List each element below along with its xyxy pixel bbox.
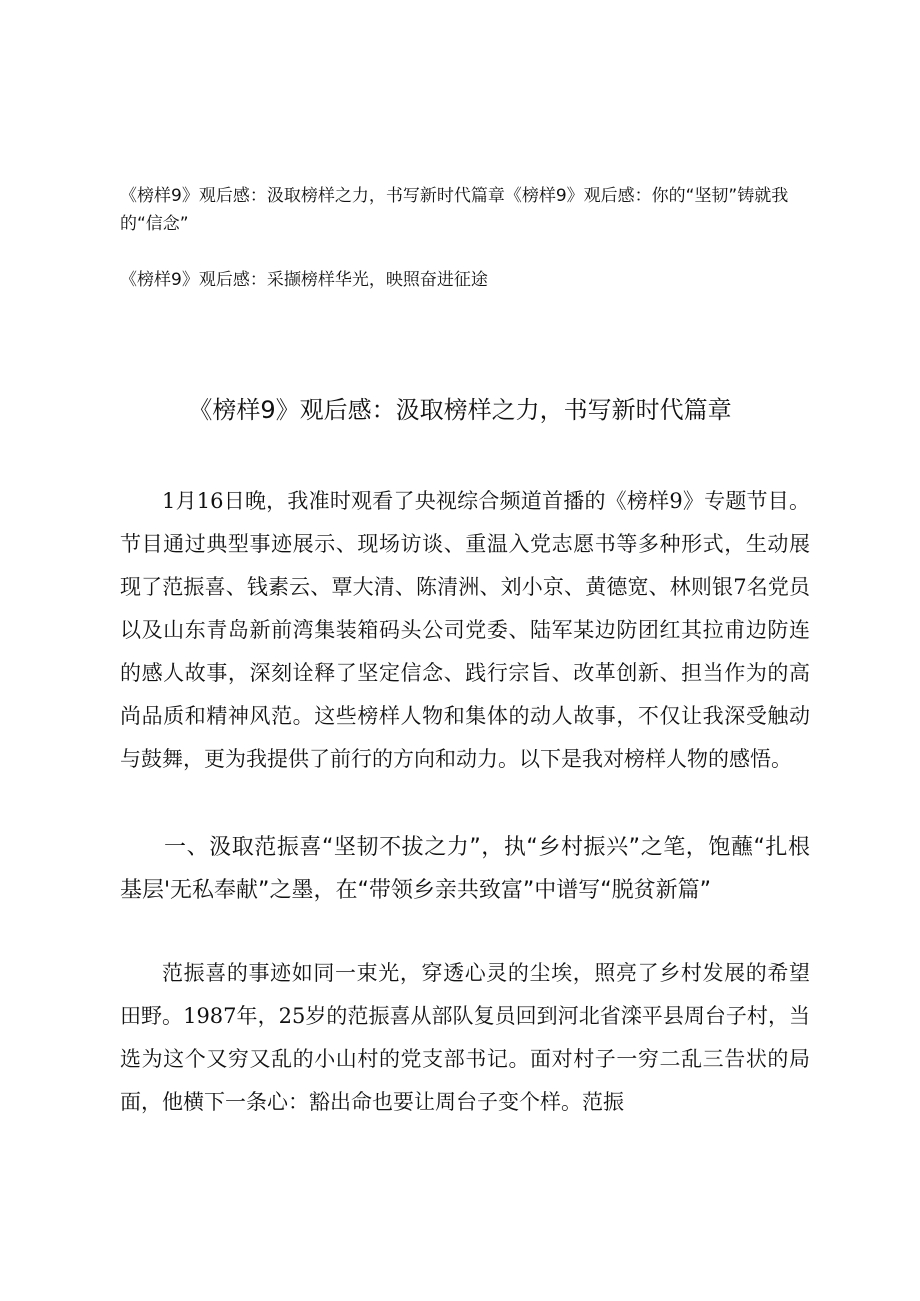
article-paragraph-2: 范振喜的事迹如同一束光，穿透心灵的尘埃，照亮了乡村发展的希望田野。1987年，25岁的范振喜从部队复员回到河北省滦平县周台子村，当选为这个又穷又乱的小山村的党支部书记。面对村子一穷二乱三告状的局面，他横下一条心：豁出命也要让周台子变个样。范振 (120, 961, 810, 1114)
toc-entry-2[interactable]: 《榜样9》观后感：采撷榜样华光，映照奋进征途 (120, 270, 488, 290)
article-title: 《榜样9》观后感：汲取榜样之力，书写新时代篇章 (188, 396, 732, 424)
article-paragraph-1: 1月16日晚，我准时观看了央视综合频道首播的《榜样9》专题节目。节目通过典型事迹展示、现场访谈、重温入党志愿书等多种形式，生动展现了范振喜、钱素云、覃大清、陈清洲、刘小京、黄德宽、林则银7名党员以及山东青岛新前湾集装箱码头公司党委、陆军某边防团红其拉甫边防连的感人故事，深刻诠释了坚定信念、践行宗旨、改革创新、担当作为的高尚品质和精神风范。这些榜样人物和集体的动人故事，不仅让我深受触动与鼓舞，更为我提供了前行的方向和动力。以下是我对榜样人物的感悟。 (120, 489, 810, 771)
toc-entry-1[interactable]: 《榜样9》观后感：汲取榜样之力，书写新时代篇章《榜样9》观后感：你的“坚韧”铸就我的“信念” (120, 186, 789, 234)
section-heading-1: 一、汲取范振喜“坚韧不拔之力”，执“乡村振兴”之笔，饱蘸“扎根基层'无私奉献”之墨，在“带领乡亲共致富”中谱写“脱贫新篇” (120, 835, 810, 903)
